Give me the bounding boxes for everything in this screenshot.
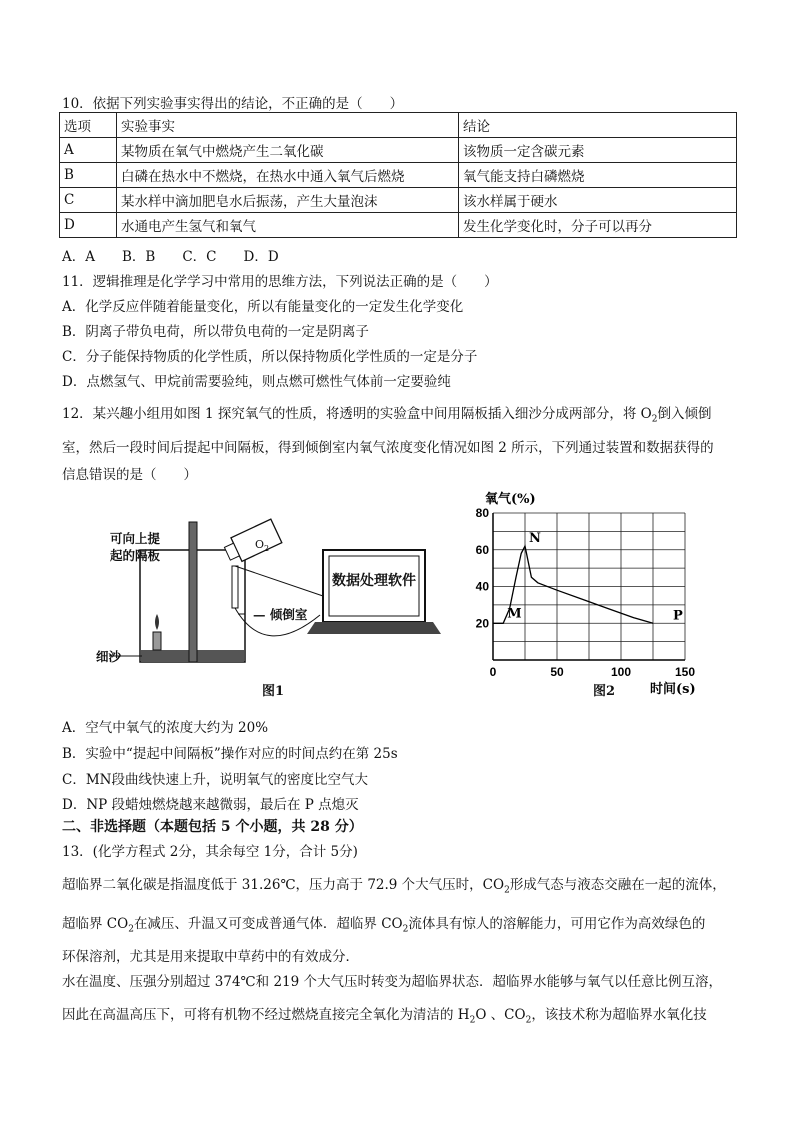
table-cell: 白磷在热水中不燃烧，在热水中通入氧气后燃烧 [117,163,459,188]
x-axis-label: 时间(s) [650,682,696,697]
fig1-room-text: — [253,607,270,622]
table-cell: 水通电产生氢气和氧气 [117,213,459,238]
q10-stem: 10．依据下列实验事实得出的结论，不正确的是（ ） [62,96,404,112]
table-cell: C [60,188,117,213]
q10-table [59,112,737,238]
q12-option-d: D．NP 段蜡烛燃烧越来越微弱，最后在 P 点熄灭 [62,797,359,813]
point-label-n: N [529,531,541,547]
table-row [60,138,737,163]
q12-option-b: B．实验中“提起中间隔板”操作对应的时间点约在第 25s [62,746,398,762]
point-label-p: P [673,608,683,624]
q13-para-line [62,1003,707,1026]
table-header-cell: 选项 [60,113,117,138]
fig1-o2-label [255,538,269,553]
table-cell: 该水样属于硬水 [459,188,737,213]
table-cell: 某水样中滴加肥皂水后振荡，产生大量泡沫 [117,188,459,213]
fig1-software-label: 数据处理软件 [332,573,416,589]
fig1-sand-label: 细沙 [96,649,122,664]
q13-text: 在减压、升温又可变成普通气体．超临界 CO [133,916,403,932]
q12-option-c: C．MN段曲线快速上升，说明氧气的密度比空气大 [62,772,368,788]
x-tick-label: 100 [610,665,632,679]
table-row [60,213,737,238]
q12-stem-line3: 信息错误的是（ ） [62,467,197,483]
x-tick-label: 150 [674,665,696,679]
fig1-caption: 图1 [262,684,285,699]
q13-para-line [62,912,705,935]
table-cell: D [60,213,117,238]
table-row [60,163,737,188]
fig1-room-label [253,605,307,623]
q13-stem: 13．(化学方程式 2分，其余每空 1分，合计 5分) [62,844,358,860]
q13-text: O 、CO [475,1007,526,1023]
section-heading: 二、非选择题（本题包括 5 个小题，共 28 分） [62,819,363,835]
subscript: 2 [402,924,409,935]
table-header-row [60,113,737,138]
fig1-board-label [110,530,160,564]
fig1-room-text: 倾倒室 [269,607,308,622]
y-axis-label: 氧气(%) [485,492,536,507]
subscript: 2 [128,924,134,935]
q13-text: 超临界 CO [62,916,129,932]
table-cell: 某物质在氧气中燃烧产生二氧化碳 [117,138,459,163]
q13-para-line [62,873,726,896]
q11-option-d: D．点燃氢气、甲烷前需要验纯，则点燃可燃性气体前一定要验纯 [62,374,451,390]
q13-text: 流体具有惊人的溶解能力，可用它作为高效绿色的 [408,916,706,932]
table-row [60,188,737,213]
q13-text: 因此在高温高压下，可将有机物不经过燃烧直接完全氧化为清洁的 H [62,1007,470,1023]
subscript: 2 [651,414,658,425]
y-tick-label: 40 [475,579,489,594]
table-header-cell: 实验事实 [117,113,459,138]
fig1-board-label-line: 起的隔板 [110,548,161,563]
q12-option-a: A．空气中氧气的浓度大约为 20% [62,720,269,736]
q11-option-a: A．化学反应伴随着能量变化，所以有能量变化的一定发生化学变化 [62,299,464,315]
q11-option-c: C．分子能保持物质的化学性质，所以保持物质化学性质的一定是分子 [62,349,478,365]
x-tick-label: 0 [489,665,497,679]
table-header-cell: 结论 [459,113,737,138]
table-cell: 该物质一定含碳元素 [459,138,737,163]
fig1-board-label-line: 可向上提 [110,531,161,546]
q13-para-line: 环保溶剂，尤其是用来提取中草药中的有效成分． [62,949,359,965]
table-cell: 氧气能支持白磷燃烧 [459,163,737,188]
q12-stem-part: 倒入倾倒 [657,406,712,422]
table-cell: A [60,138,117,163]
subscript: 2 [504,885,510,896]
subscript: 2 [525,1015,532,1026]
x-tick-label: 50 [550,665,564,679]
y-tick-label: 60 [475,542,489,557]
table-cell: 发生化学变化时，分子可以再分 [459,213,737,238]
y-tick-label: 20 [475,616,489,631]
q12-stem-line1 [62,402,711,425]
q11-stem: 11．逻辑推理是化学学习中常用的思维方法，下列说法正确的是（ ） [62,274,498,290]
q13-text: ，该技术称为超临界水氧化技 [531,1007,707,1023]
q12-stem-line2: 室，然后一段时间后提起中间隔板，得到倾倒室内氧气浓度变化情况如图 2 所示，下列通过装置和数据获得的 [62,440,714,456]
subscript: 2 [264,544,270,554]
subscript: 2 [469,1015,476,1026]
figure-2-chart [460,488,710,698]
y-tick-label: 80 [475,506,489,520]
q12-stem-part: 12．某兴趣小组用如图 1 探究氧气的性质，将透明的实验盒中间用隔板插入细沙分成两部分，将 O [62,406,652,422]
q10-options: A．A B．B C．C D．D [62,249,279,265]
fig2-caption: 图2 [593,684,616,699]
q13-text: 形成气态与液态交融在一起的流体， [509,877,726,893]
table-cell: B [60,163,117,188]
q13-text: 超临界二氧化碳是指温度低于 31.26℃，压力高于 72.9 个大气压时，CO [62,877,505,893]
q11-option-b: B．阴离子带负电荷，所以带负电荷的一定是阴离子 [62,324,369,340]
fig1-o2-text: O [255,538,265,551]
q13-para-line: 水在温度、压强分别超过 374℃和 219 个大气压时转变为超临界状态．超临界水能够与氧气以任意比例互溶， [62,974,723,990]
point-label-m: M [507,606,522,622]
